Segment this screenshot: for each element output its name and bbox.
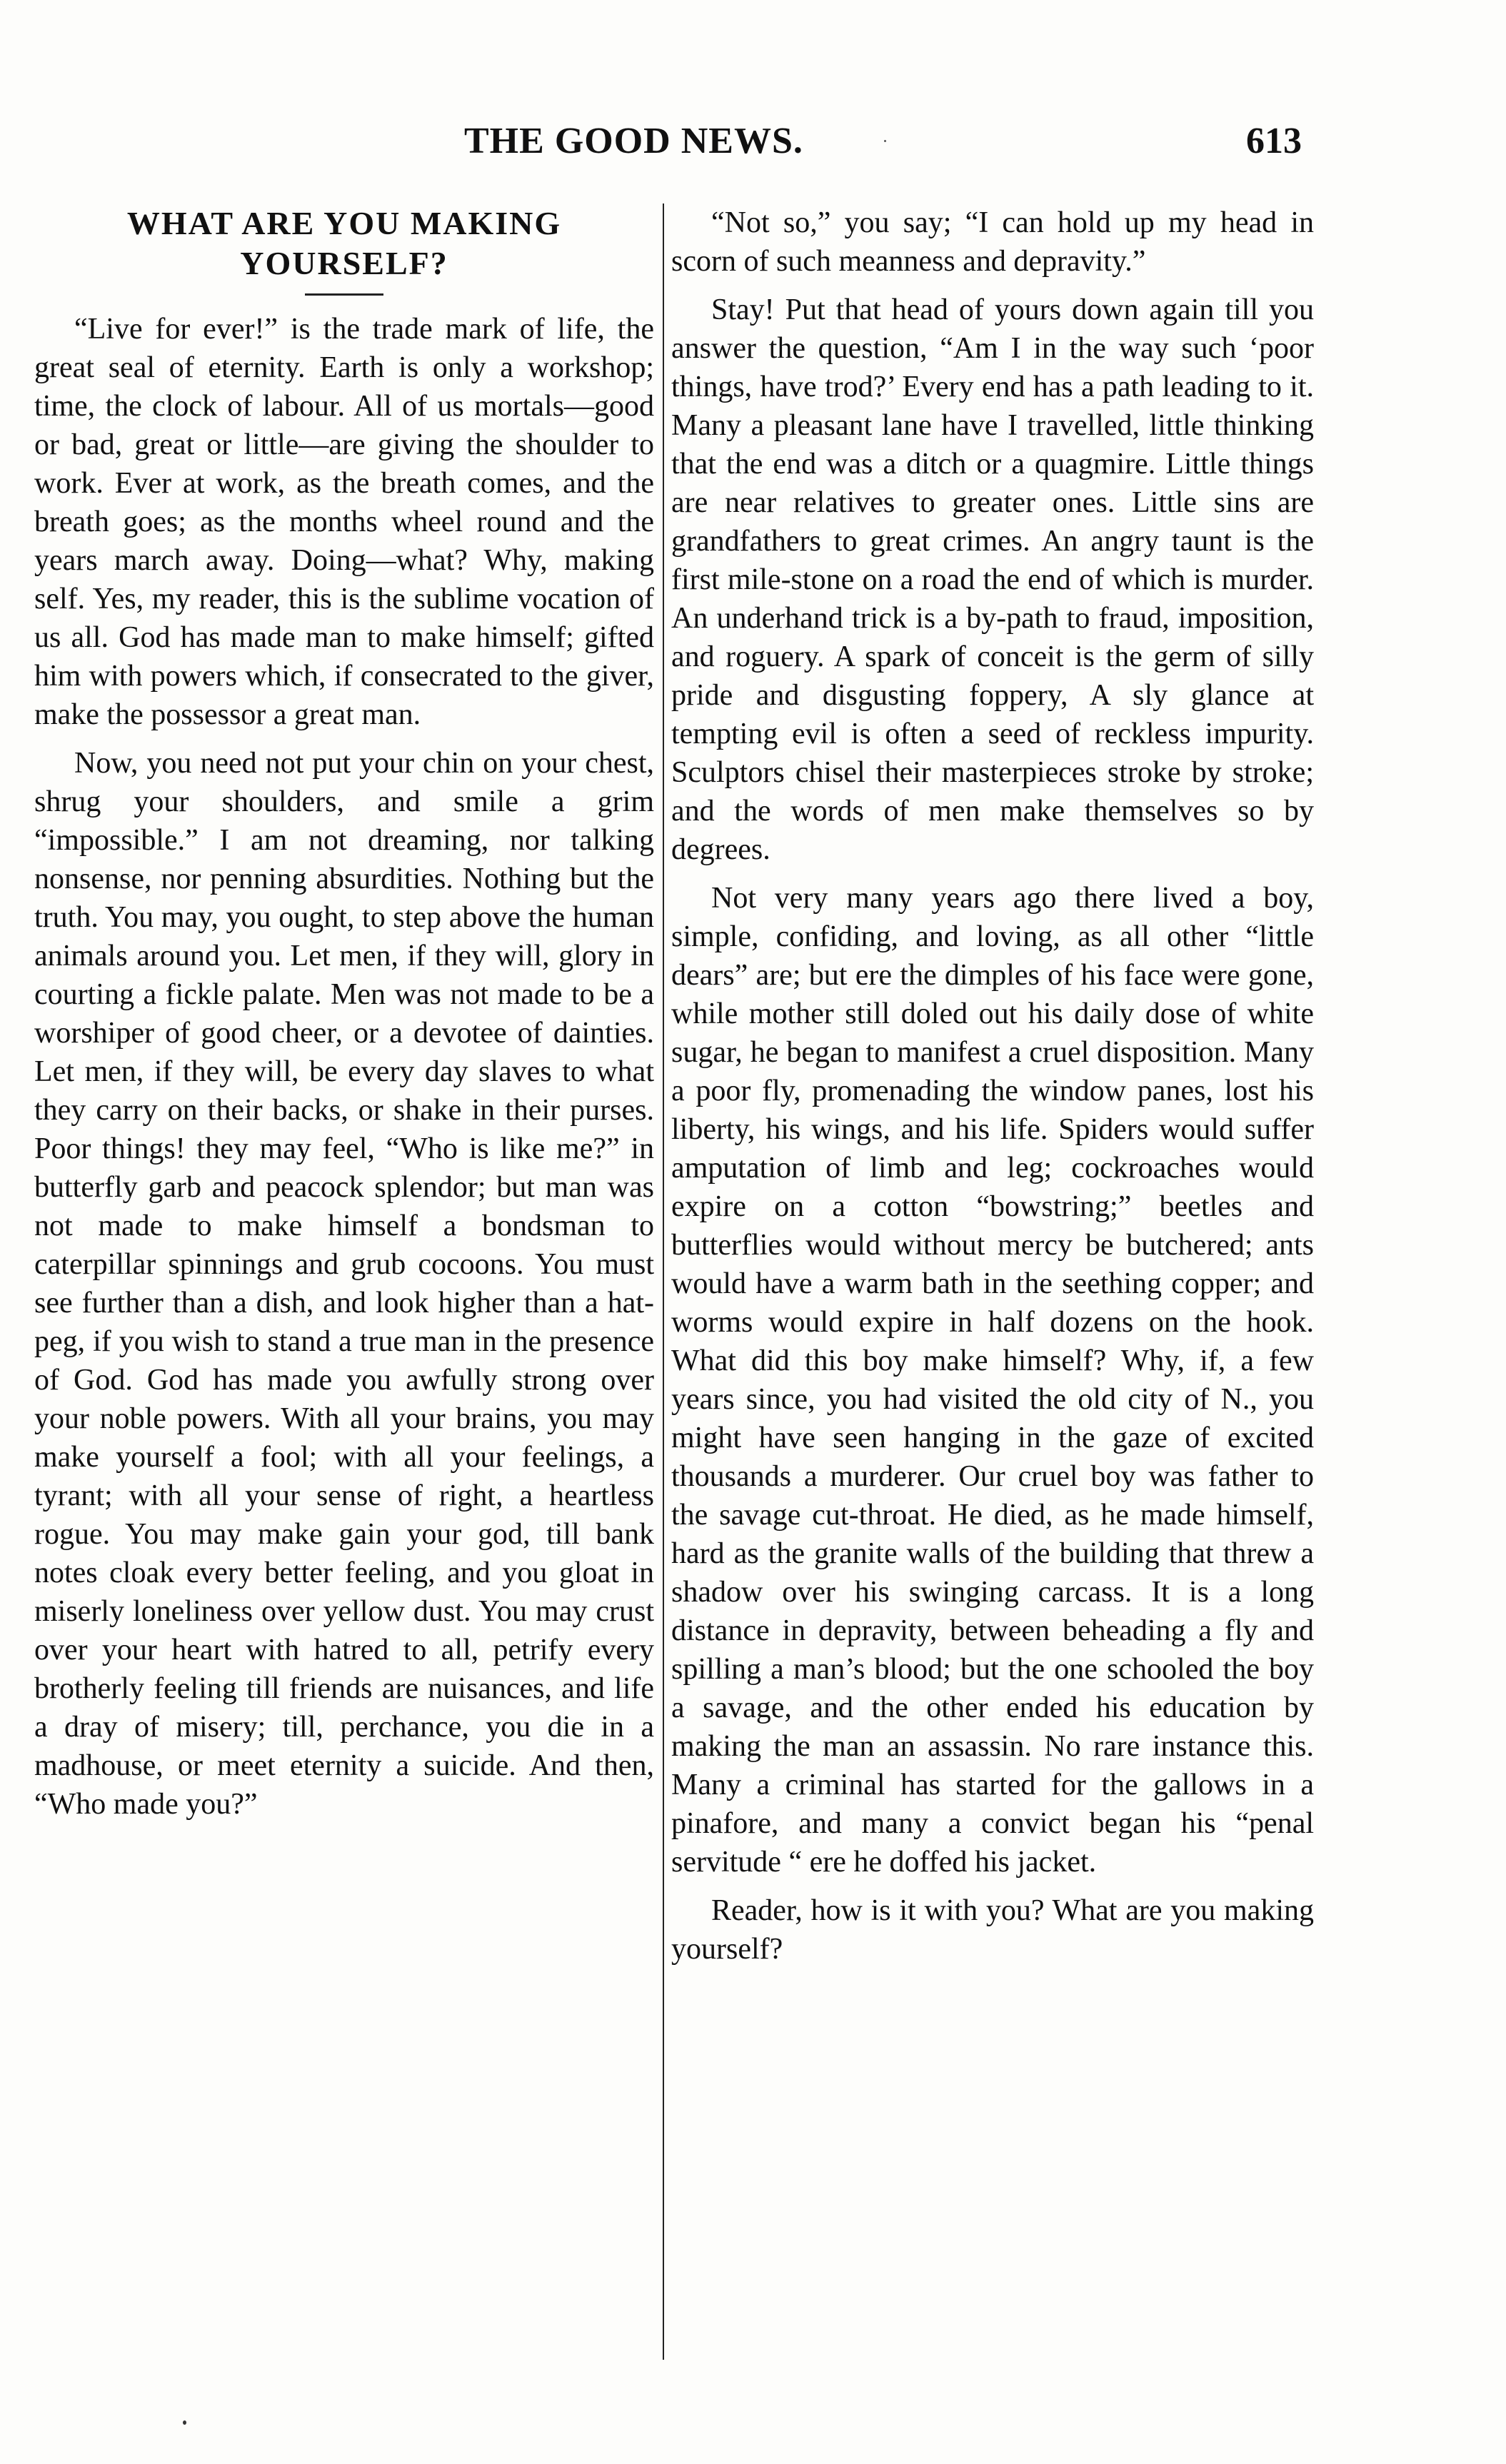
running-title: THE GOOD NEWS. — [464, 121, 803, 161]
article-title — [34, 203, 654, 283]
running-head — [0, 120, 1506, 170]
print-speck — [183, 2420, 186, 2425]
right-paragraph-2: Stay! Put that head of yours down again till you answer the question, “Am I in the way such ‘poor things, have trod?’ Every end has a path leading to it. Many a pleasant lane have I travelled, little thinking that the end was a ditch or a quagmire. Little things are near relatives to greater ones. Little sins are grandfathers to great crimes. An angry taunt is the first mile-stone on a road the end of which is murder. An underhand trick is a by-path to fraud, imposition, and roguery. A spark of conceit is the germ of silly pride and disgusting foppery, A sly glance at tempting evil is often a seed of reckless impurity. Sculptors chisel their masterpieces stroke by stroke; and the words of men make themselves so by degrees. — [671, 293, 1314, 866]
right-column — [671, 203, 1314, 1968]
article-title-line-1: WHAT ARE YOU MAKING — [126, 205, 562, 241]
page-number: 613 — [1246, 121, 1302, 161]
left-paragraph-2: Now, you need not put your chin on your chest, shrug your shoulders, and smile a grim “impossible.” I am not dreaming, nor talking nonsense, nor penning absurdities. Nothing but the truth. You may, you ought, to step above the human animals around you. Let men, if they will, glory in courting a fickle palate. Men was not made to be a worshiper of good cheer, or a devotee of dainties. Let men, if they will, be every day slaves to what they carry on their backs, or shake in their purses. Poor things! they may feel, “Who is like me?” in butterfly garb and peacock splendor; but man was not made to make himself a bondsman to caterpillar spinnings and grub cocoons. You must see further than a dish, and look higher than a hat-peg, if you wish to stand a true man in the presence of God. God has made you awfully strong over your noble powers. With all your brains, you may make yourself a fool; with all your feelings, a tyrant; with all your sense of right, a heartless rogue. You may make gain your god, till bank notes cloak every better feeling, and you gloat in miserly loneliness over yellow dust. You may crust over your heart with hatred to all, petrify every brotherly feeling till friends are nuisances, and life a dray of misery; till, perchance, you die in a madhouse, or meet eternity a suicide. And then, “Who made you?” — [34, 747, 654, 1821]
right-paragraph-4: Reader, how is it with you? What are you making yourself? — [671, 1894, 1314, 1966]
left-paragraph-1: “Live for ever!” is the trade mark of life, the great seal of eternity. Earth is only a workshop; time, the clock of labour. All of us mortals—good or bad, great or little—are giving the shoulder to work. Ever at work, as the breath comes, and the breath goes; as the months wheel round and the years march away. Doing—what? Why, making self. Yes, my reader, this is the sublime vocation of us all. God has made man to make himself; gifted him with powers which, if consecrated to the giver, make the possessor a great man. — [34, 313, 654, 731]
column-divider — [663, 203, 664, 2360]
title-rule — [305, 293, 383, 296]
print-speck — [884, 140, 886, 142]
article-title-line-2: YOURSELF? — [240, 245, 448, 281]
right-paragraph-1: “Not so,” you say; “I can hold up my head in scorn of such meanness and depravity.” — [671, 206, 1314, 278]
left-column — [34, 203, 654, 1824]
right-paragraph-3: Not very many years ago there lived a boy, simple, confiding, and loving, as all other “little dears” are; but ere the dimples of his face were gone, while mother still doled out his daily dose of white sugar, he began to manifest a cruel disposition. Many a poor fly, promenading the window panes, lost his liberty, his wings, and his life. Spiders would suffer amputation of limb and leg; cockroaches would expire on a cotton “bowstring;” beetles and butterflies would without mercy be butchered; ants would have a warm bath in the seething copper; and worms would expire in half dozens on the hook. What did this boy make himself? Why, if, a few years since, you had visited the old city of N., you might have seen hanging in the gaze of excited thousands a murderer. Our cruel boy was father to the savage cut-throat. He died, as he made himself, hard as the granite walls of the building that threw a shadow over his swinging carcass. It is a long distance in depravity, between beheading a fly and spilling a man’s blood; but the one schooled the boy a savage, and the other ended his education by making the man an assassin. No rare instance this. Many a criminal has started for the gallows in a pinafore, and many a convict began his “penal servitude “ ere he doffed his jacket. — [671, 882, 1314, 1879]
